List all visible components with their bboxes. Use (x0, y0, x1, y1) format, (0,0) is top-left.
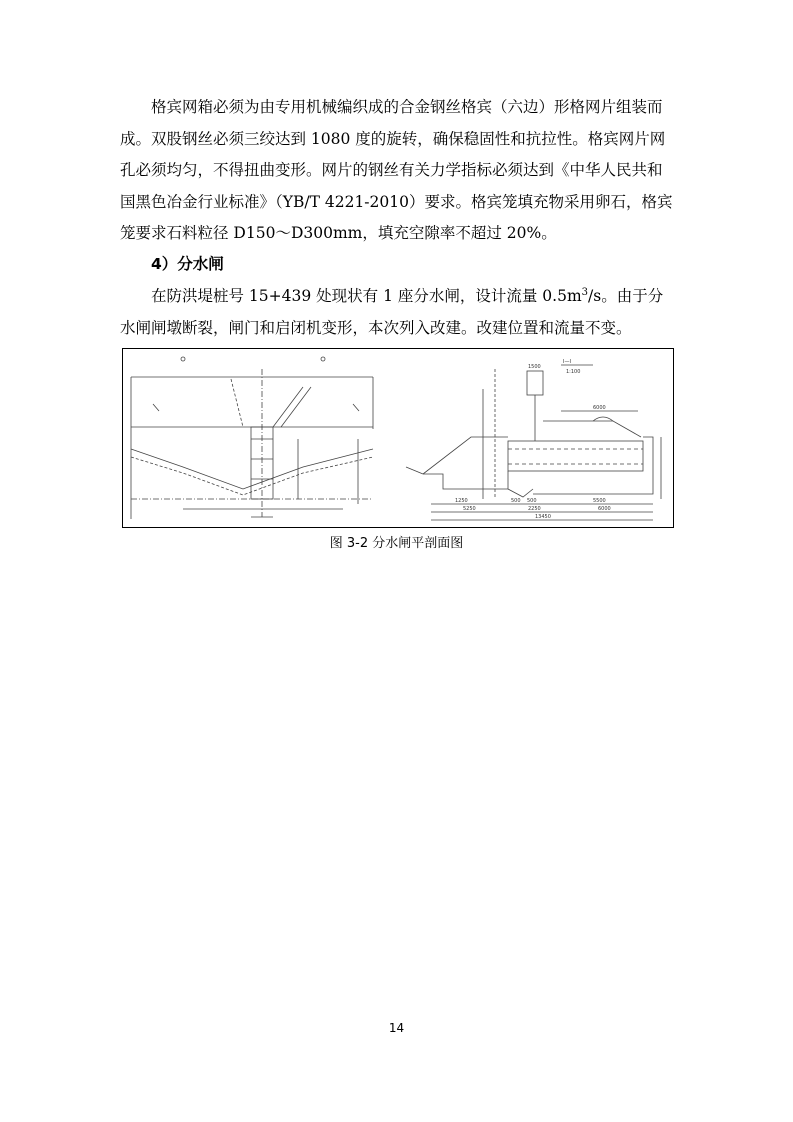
paragraph-gabion: 格宾网箱必须为由专用机械编织成的合金钢丝格宾（六边）形格网片组装而成。双股钢丝必须三绞达到 1080 度的旋转，确保稳固性和抗拉性。格宾网片网孔必须均匀，不得扭曲变形。网片的钢丝有关力学指标必须达到《中华人民共和国黑色冶金行业标准》（YB/T 4221-2010）要求。格宾笼填充物采用卵石，格宾笼要求石料粒径 D150～D300mm，填充空隙率不超过 20%。 (120, 98, 673, 242)
page-number: 14 (388, 1021, 405, 1035)
dim-box: 1500 (528, 364, 541, 370)
plan-marker-2 (321, 357, 325, 361)
dim-r1-a: 1250 (455, 498, 468, 504)
section-mound (593, 417, 613, 421)
plan-slope-line (131, 449, 373, 489)
section-outlet (533, 437, 653, 494)
drawing-svg (123, 349, 675, 529)
dim-top: 6000 (593, 405, 606, 411)
dim-r1-c: 500 (527, 498, 537, 504)
plan-road-left (231, 379, 243, 427)
dim-r1-b: 500 (511, 498, 521, 504)
dim-total: 13450 (535, 514, 551, 520)
plan-hatch-2 (353, 404, 359, 411)
plan-road-right (273, 387, 303, 427)
plan-road-right-2 (281, 387, 311, 427)
plan-hatch (153, 404, 159, 411)
section-heading: 4）分水闸 (151, 255, 224, 273)
dim-r2-c: 6000 (598, 506, 611, 512)
dim-r2-b: 2250 (528, 506, 541, 512)
section-basin-bottom (508, 489, 533, 497)
figure-caption: 图 3-2 分水闸平剖面图 (329, 536, 464, 551)
section-hoist-box (527, 371, 543, 395)
plan-slope-dashed (131, 457, 373, 495)
paragraph-sluice-part2: /s。由于分水闸闸墩断裂，闸门和启闭机变形，本次列入改建。改建位置和流量不变。 (120, 287, 664, 337)
dim-r2-a: 5250 (463, 506, 476, 512)
section-ground-left (406, 467, 423, 474)
section-embankment-top (543, 421, 641, 437)
paragraph-sluice (120, 281, 676, 344)
dim-r1-d: 5500 (593, 498, 606, 504)
section-culvert (508, 441, 643, 471)
engineering-drawing (122, 348, 674, 528)
section-scale: 1:100 (566, 369, 581, 375)
superscript-3: 3 (581, 286, 589, 298)
section-title: Ⅰ—Ⅰ (563, 359, 571, 365)
plan-marker (181, 357, 185, 361)
paragraph-sluice-part1: 在防洪堤桩号 15+439 处现状有 1 座分水闸，设计流量 0.5m (151, 287, 582, 305)
